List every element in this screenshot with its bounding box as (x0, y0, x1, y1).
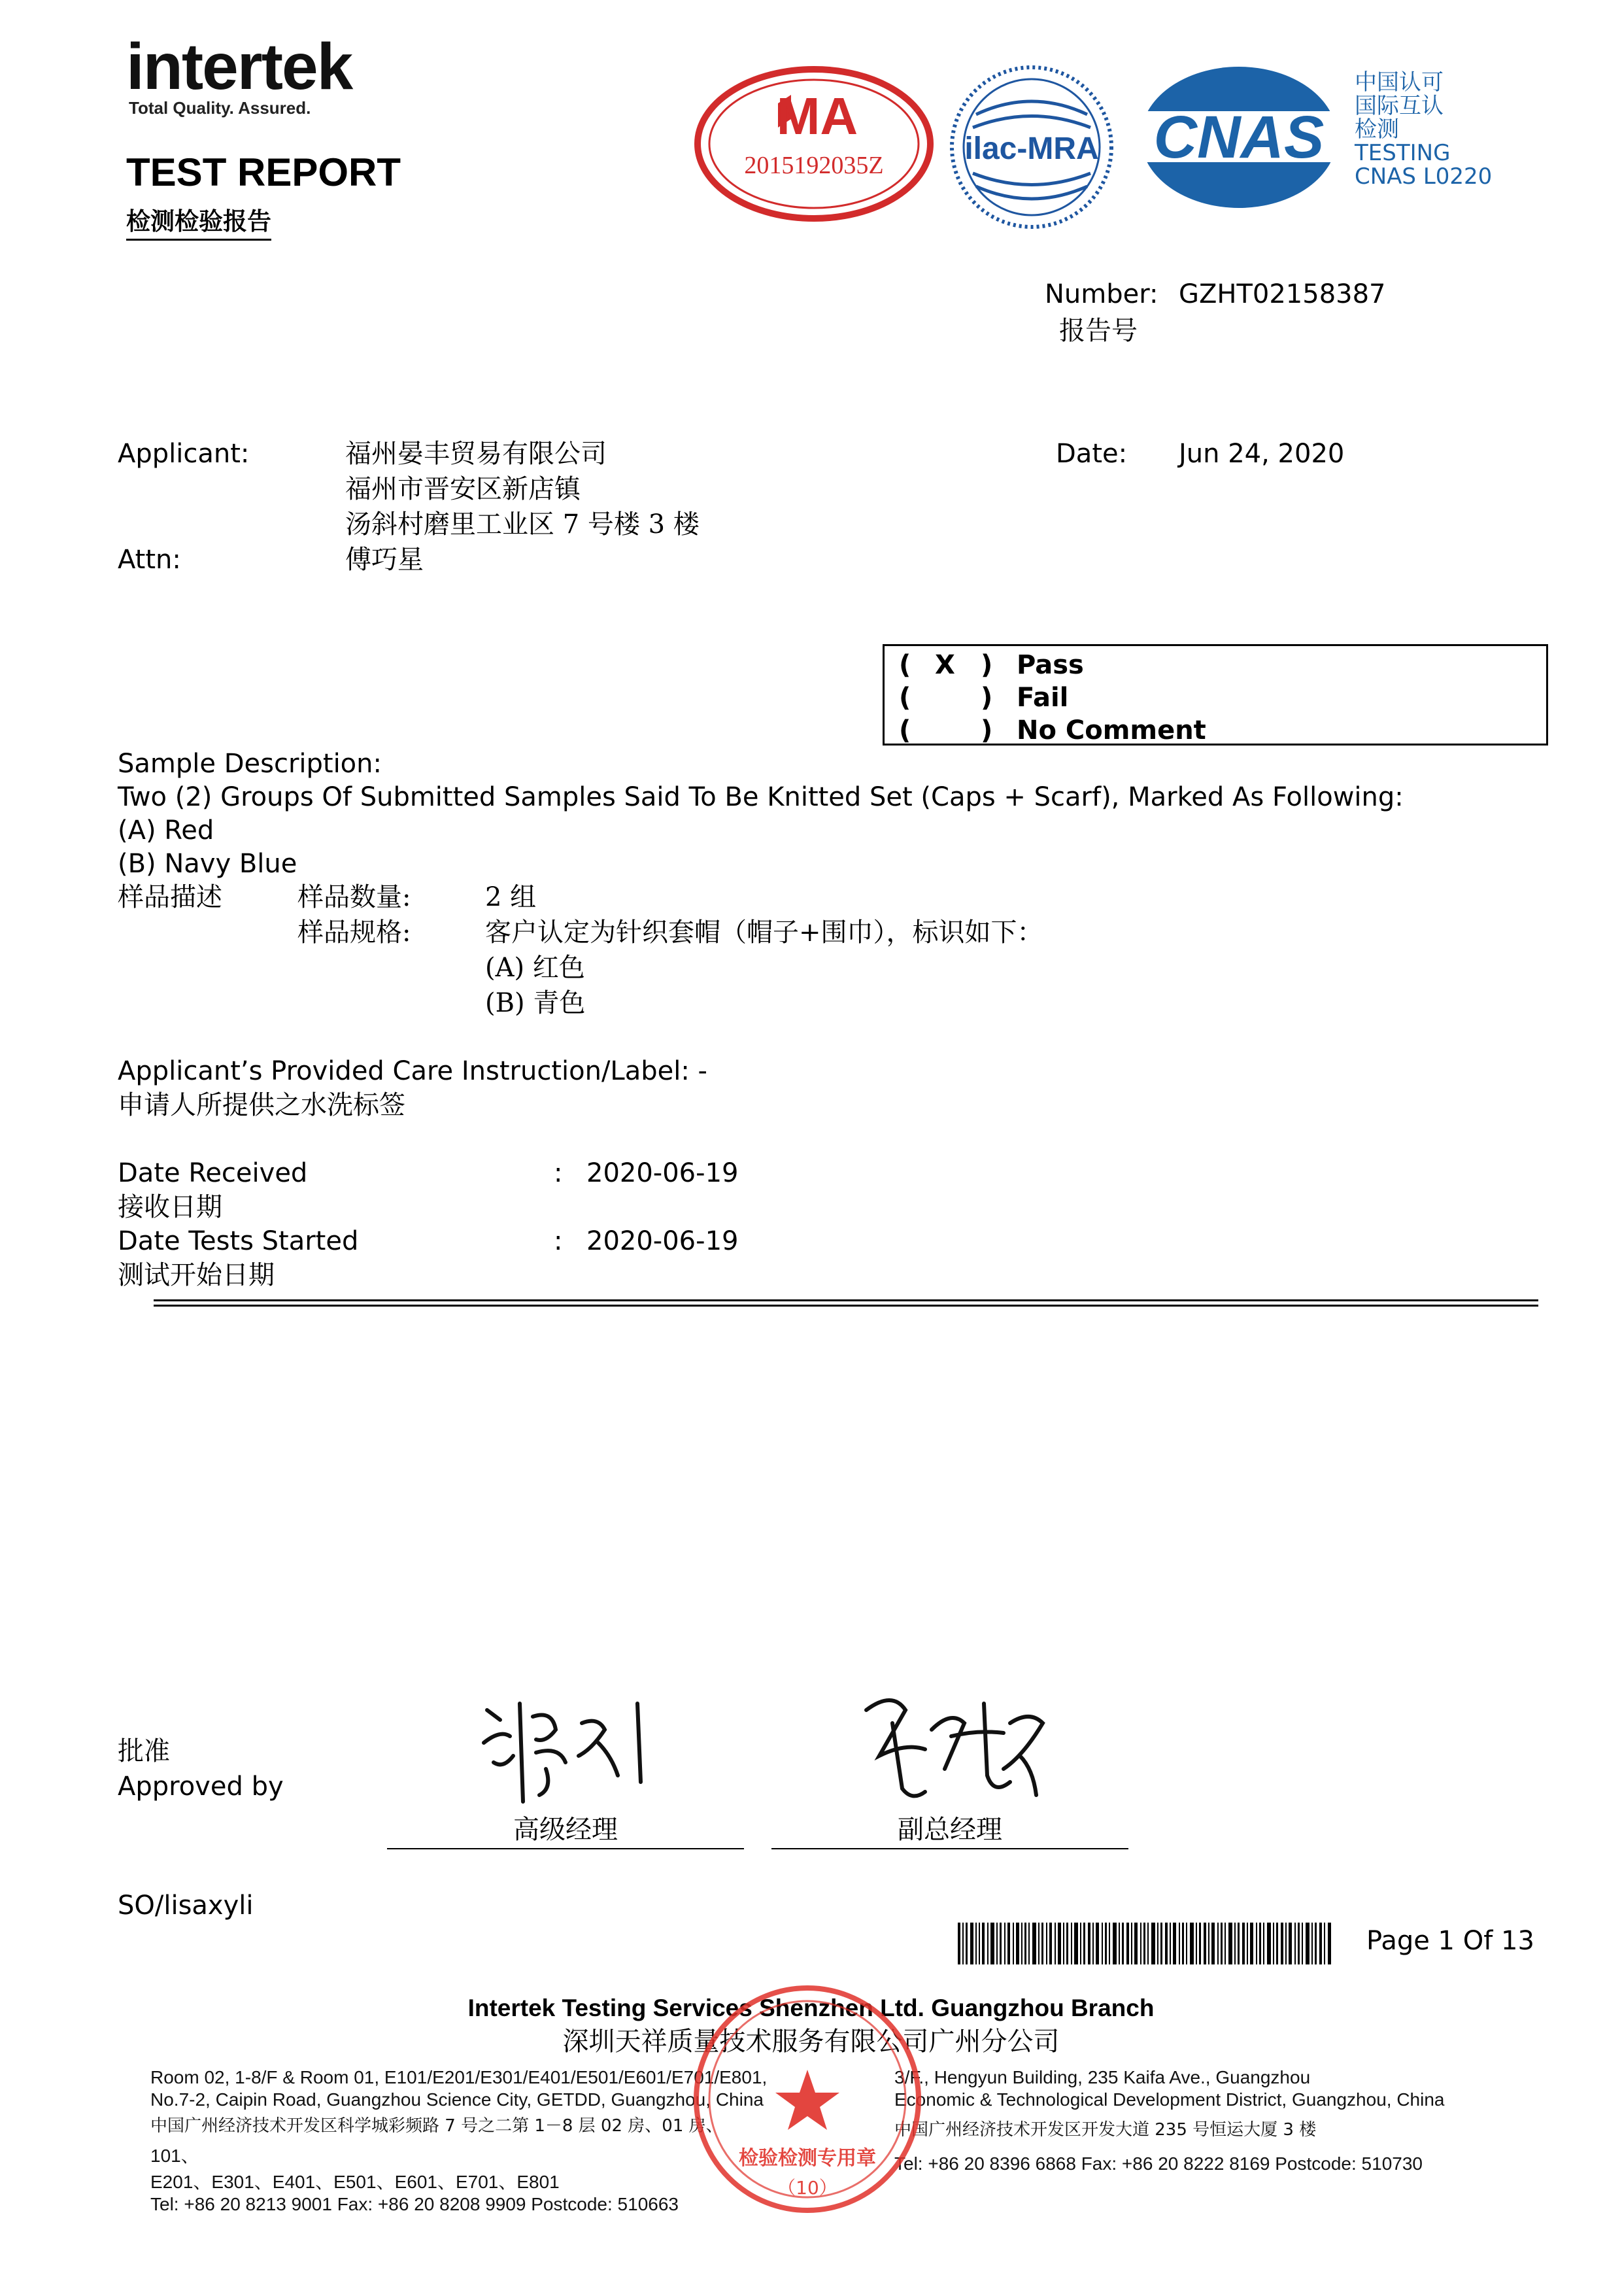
attn-label: Attn: (118, 545, 181, 575)
address-line: 3/F., Hengyun Building, 235 Kaifa Ave., Guangzhou (894, 2067, 1311, 2087)
cnas-line: 检测 (1355, 116, 1399, 143)
sample-item-cn: (A) 红色 (485, 953, 585, 983)
date-sep: : (554, 1158, 563, 1188)
section-divider (154, 1305, 1538, 1307)
attn-name: 傅巧星 (345, 545, 424, 575)
report-title-cn: 检测检验报告 (126, 206, 271, 241)
paren-close: ) (981, 683, 993, 713)
result-label: No Comment (1017, 715, 1206, 745)
barcode (958, 1923, 1334, 1964)
paren-close: ) (981, 650, 993, 680)
cma-logo (693, 65, 935, 222)
seal-star-icon (775, 2070, 839, 2130)
sample-description: Two (2) Groups Of Submitted Samples Said To Be Knitted Set (Caps + Scarf), Marked As Following: (118, 782, 1404, 812)
date-sep: : (554, 1226, 563, 1256)
page-number: Page 1 Of 13 (1366, 1926, 1534, 1956)
cnas-logo (1134, 62, 1343, 213)
paren-open: ( (899, 650, 911, 680)
sample-spec-label-cn: 样品规格: (297, 917, 411, 948)
section-divider (154, 1299, 1538, 1301)
result-label: Pass (1017, 650, 1084, 680)
cnas-logo-text: CNAS (1153, 104, 1325, 171)
sample-item: (B) Navy Blue (118, 849, 297, 879)
sample-qty-label-cn: 样品数量: (297, 882, 411, 912)
address-line: 101、 (150, 2146, 199, 2166)
signature-2 (853, 1684, 1056, 1815)
so-reference: SO/lisaxyli (118, 1891, 254, 1921)
care-label: Applicant’s Provided Care Instruction/Label: - (118, 1056, 707, 1086)
applicant-line: 汤斜村磨里工业区 7 号楼 3 楼 (345, 509, 700, 540)
seal-number: （10） (777, 2177, 837, 2199)
intertek-logo: intertek (126, 30, 352, 103)
applicant-line: 福州市晋安区新店镇 (345, 474, 581, 504)
footer-company-cn: 深圳天祥质量技术服务有限公司广州分公司 (562, 2027, 1060, 2057)
date-tests-started-label-cn: 测试开始日期 (118, 1260, 275, 1290)
address-line: Economic & Technological Development District, Guangzhou, China (894, 2089, 1445, 2110)
report-date: Jun 24, 2020 (1179, 439, 1345, 469)
date-received-value: 2020-06-19 (586, 1158, 739, 1188)
address-line: Tel: +86 20 8213 9001 Fax: +86 20 8208 9909 Postcode: 510663 (150, 2194, 679, 2214)
footer-company: Intertek Testing Services Shenzhen Ltd. Guangzhou Branch (467, 1995, 1155, 2021)
ilac-mra-logo (947, 62, 1117, 232)
cnas-line: TESTING (1355, 140, 1451, 166)
date-label: Date: (1056, 439, 1128, 469)
report-number: GZHT02158387 (1179, 279, 1386, 309)
address-line-cn: 中国广州经济技术开发区科学城彩频路 7 号之二第 1－8 层 02 房、01 房、 (150, 2116, 723, 2136)
paren-close: ) (981, 715, 993, 745)
cma-number: 2015192035Z (744, 152, 884, 179)
date-tests-started-value: 2020-06-19 (586, 1226, 739, 1256)
signature-line (771, 1848, 1128, 1849)
signer-title: 高级经理 (513, 1815, 618, 1845)
sample-qty-cn: 2 组 (485, 882, 537, 912)
address-line-cn: 中国广州经济技术开发区开发大道 235 号恒运大厦 3 楼 (894, 2120, 1317, 2140)
date-received-label-cn: 接收日期 (118, 1192, 222, 1222)
date-tests-started-label: Date Tests Started (118, 1226, 359, 1256)
sample-item: (A) Red (118, 815, 214, 846)
result-label: Fail (1017, 683, 1069, 713)
cnas-accreditation-text (1355, 71, 1492, 188)
cnas-line: 中国认可 (1355, 69, 1444, 95)
right-address (894, 2066, 1444, 2175)
sample-heading: Sample Description: (118, 749, 382, 779)
logo-tagline: Total Quality. Assured. (129, 98, 311, 118)
cma-text: MA (776, 87, 858, 145)
result-box (883, 644, 1548, 745)
number-label: Number: (1045, 279, 1158, 309)
approval-label-cn: 批准 (118, 1736, 170, 1766)
sample-spec-cn: 客户认定为针织套帽（帽子+围巾），标识如下： (485, 917, 1043, 948)
date-received-label: Date Received (118, 1158, 308, 1188)
sample-heading-cn: 样品描述 (118, 882, 222, 912)
applicant-label: Applicant: (118, 439, 250, 469)
paren-open: ( (899, 715, 911, 745)
cnas-line: 国际互认 (1355, 93, 1444, 119)
care-label-cn: 申请人所提供之水洗标签 (118, 1090, 405, 1120)
cnas-line: CNAS L0220 (1355, 163, 1493, 190)
address-line: Tel: +86 20 8396 6868 Fax: +86 20 8222 8169 Postcode: 510730 (894, 2153, 1423, 2174)
company-seal (690, 1981, 925, 2217)
report-title: TEST REPORT (126, 150, 401, 194)
signature-1 (474, 1690, 664, 1815)
number-label-cn: 报告号 (1059, 316, 1138, 346)
applicant-line: 福州晏丰贸易有限公司 (345, 439, 607, 469)
paren-open: ( (899, 683, 911, 713)
address-line: No.7-2, Caipin Road, Guangzhou Science City, GETDD, Guangzhou, China (150, 2089, 764, 2110)
ilac-text: ilac-MRA (964, 131, 1099, 166)
signature-line (387, 1848, 744, 1849)
approval-label: Approved by (118, 1772, 284, 1802)
sample-item-cn: (B) 青色 (485, 988, 586, 1018)
signer-title: 副总经理 (898, 1815, 1002, 1845)
seal-text: 检验检测专用章 (739, 2147, 876, 2170)
address-line: E201、E301、E401、E501、E601、E701、E801 (150, 2172, 560, 2192)
address-line: Room 02, 1-8/F & Room 01, E101/E201/E301/E401/E501/E601/E701/E801, (150, 2067, 768, 2087)
left-address (150, 2066, 767, 2216)
result-mark: X (935, 650, 955, 680)
